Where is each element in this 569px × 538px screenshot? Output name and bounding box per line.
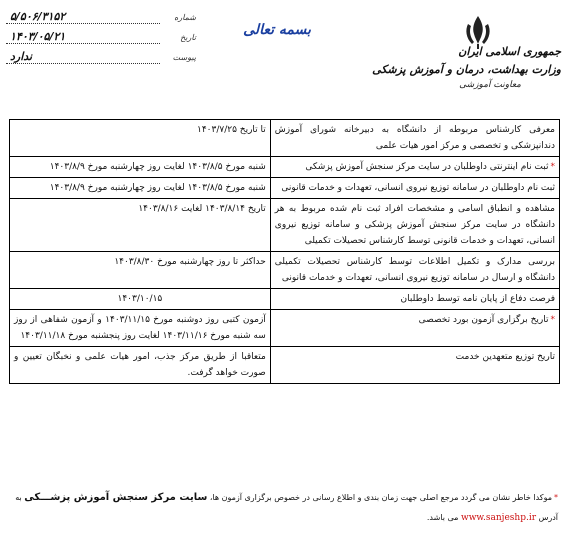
table-row — [10, 252, 560, 289]
date-text: شنبه مورخ ۱۴۰۳/۸/۵ لغایت روز چهارشنبه مورخ ۱۴۰۳/۸/۹ — [49, 183, 266, 193]
date-text: تاریخ ۱۴۰۳/۸/۱۴ لغایت ۱۴۰۳/۸/۱۶ — [138, 204, 266, 214]
footer-suffix: می باشد. — [426, 513, 459, 522]
table-row — [10, 120, 560, 157]
date-cell — [10, 157, 271, 178]
date-text: ۱۴۰۳/۱۰/۱۵ — [117, 294, 163, 304]
activity-text: تاریخ برگزاری آزمون بورد تخصصی — [418, 315, 549, 325]
date-text: آزمون کتبی روز دوشنبه مورخ ۱۴۰۳/۱۱/۱۵ و آزمون شفاهی از روز سه شنبه مورخ ۱۴۰۳/۱۱/۱۶ لغایت روز پنجشنبه مورخ ۱۴۰۳/۱۱/۱۸ — [14, 315, 266, 341]
activity-text: ثبت نام اینترنتی داوطلبان در سایت مرکز سنجش آموزش پزشکی — [305, 162, 549, 172]
activity-text: ثبت نام داوطلبان در سامانه توزیع نیروی انسانی، تعهدات و خدمات قانونی — [281, 183, 555, 193]
meta-number — [6, 10, 196, 30]
activity-text: فرصت دفاع از پایان نامه توسط داوطلبان — [400, 294, 555, 304]
date-text: حداکثر تا روز چهارشنبه مورخ ۱۴۰۳/۸/۳۰ — [114, 257, 266, 267]
meta-label: پیوست — [172, 53, 196, 62]
date-cell — [10, 310, 271, 347]
activity-cell — [270, 120, 559, 157]
ministry-title — [341, 44, 561, 92]
meta-label: تاریخ — [180, 33, 196, 42]
date-text: تا تاریخ ۱۴۰۳/۷/۲۵ — [197, 125, 266, 135]
asterisk-icon: * — [550, 315, 555, 325]
ministry-line-2: وزارت بهداشت، درمان و آموزش پزشکی — [372, 63, 561, 76]
meta-value: ۱۴۰۳/۰۵/۲۱ — [6, 30, 160, 44]
table-row — [10, 289, 560, 310]
activity-cell — [270, 157, 559, 178]
footer-site-name: سایت مرکز سنجش آموزش پزشـــکی — [24, 492, 208, 503]
ministry-line-3: معاونت آموزشی — [459, 80, 521, 90]
letter-meta — [6, 10, 196, 70]
table-row — [10, 178, 560, 199]
meta-attachment — [6, 50, 196, 70]
bismillah-heading: بسمه تعالی — [243, 22, 311, 38]
meta-date — [6, 30, 196, 50]
activity-text: مشاهده و انطباق اسامی و مشخصات افراد ثبت نام شده مربوط به هر دانشگاه در سایت مرکز سنجش آموزش پزشکی و سامانه توزیع نیروی انسانی، تعهدات و خدمات قانونی توسط کارشناس تحصیلات تکمیلی — [274, 204, 555, 246]
activity-cell — [270, 310, 559, 347]
meta-value: ۵/۵۰۶/۳۱۵۲ — [6, 10, 160, 24]
date-cell — [10, 199, 271, 252]
meta-label: شماره — [174, 13, 196, 22]
footer-url-link[interactable]: www.sanjeshp.ir — [461, 513, 537, 523]
activity-text: بررسی مدارک و تکمیل اطلاعات توسط کارشناس تحصیلات تکمیلی دانشگاه و ارسال در سامانه توزیع نیروی انسانی، تعهدات و خدمات قانونی — [274, 257, 555, 283]
date-cell — [10, 120, 271, 157]
activity-cell — [270, 199, 559, 252]
table-row — [10, 157, 560, 178]
date-cell — [10, 252, 271, 289]
table-row — [10, 310, 560, 347]
date-cell — [10, 178, 271, 199]
activity-text: تاریخ توزیع متعهدین خدمت — [455, 352, 555, 362]
activity-text: معرفی کارشناس مربوطه از دانشگاه به دبیرخانه شورای آموزش دندانپزشکی و تخصصی و مرکز امور هیات علمی — [274, 125, 555, 151]
activity-cell — [270, 252, 559, 289]
letter-header — [0, 0, 569, 120]
asterisk-icon: * — [554, 493, 558, 502]
ministry-line-1: جمهوری اسلامی ایران — [458, 45, 561, 58]
date-text: شنبه مورخ ۱۴۰۳/۸/۵ لغایت روز چهارشنبه مورخ ۱۴۰۳/۸/۹ — [49, 162, 266, 172]
meta-value: ندارد — [6, 50, 160, 64]
asterisk-icon: * — [550, 162, 555, 172]
footer-note — [10, 488, 558, 528]
table-row — [10, 199, 560, 252]
date-text: متعاقبا از طریق مرکز جذب، امور هیات علمی و نخبگان تعیین و صورت خواهد گرفت. — [14, 352, 266, 378]
activity-cell — [270, 178, 559, 199]
footer-address-prefix: به آدرس — [15, 493, 558, 522]
date-cell — [10, 347, 271, 384]
table-row — [10, 347, 560, 384]
schedule-table — [9, 119, 560, 384]
activity-cell — [270, 347, 559, 384]
activity-cell — [270, 289, 559, 310]
date-cell — [10, 289, 271, 310]
footer-note-text: موکدا خاطر نشان می گردد مرجع اصلی جهت زمان بندی و اطلاع رسانی در خصوص برگزاری آزمون ها، — [209, 493, 552, 502]
